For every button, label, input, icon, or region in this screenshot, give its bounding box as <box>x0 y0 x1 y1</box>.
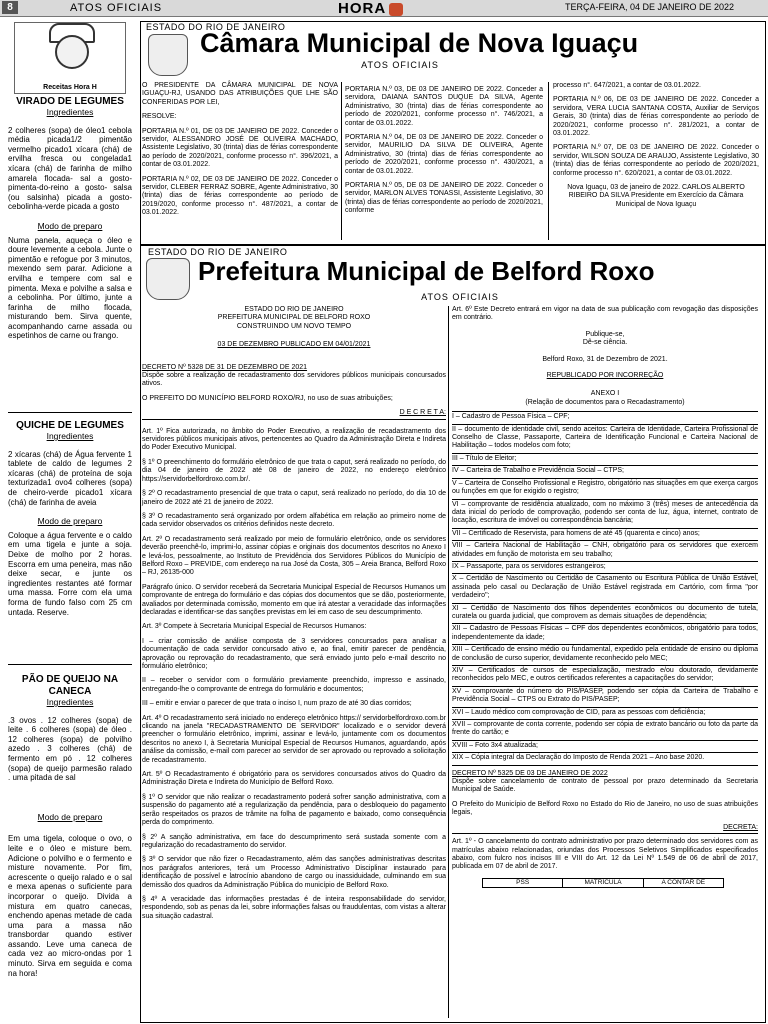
decree-rule <box>142 419 446 420</box>
decree-paragraph: § 2º O recadastramento presencial de que trata o caput, será realizado no período, do dia 10 de janeiro de 2022 até 21 de janeiro de 2022. <box>142 490 446 506</box>
annex-item: IV – Carteira de Trabalho e Previdência Social – CTPS; <box>452 466 758 478</box>
column-divider <box>548 82 549 240</box>
decree-paragraph: Art. 3º Compete à Secretaria Municipal Especial de Recursos Humanos: <box>142 623 367 631</box>
decree2-title: DECRETO Nº 5325 DE 03 DE JANEIRO DE 2022 <box>452 769 608 777</box>
recipe-divider <box>8 412 132 413</box>
publique-line: Dê-se ciência. <box>582 339 628 347</box>
recipe-title: VIRADO DE LEGUMES <box>16 96 124 107</box>
camara-column-2 <box>345 86 543 222</box>
annex-item: III – Título de Eleitor; <box>452 454 758 466</box>
decree-preamble: O PREFEITO DO MUNICÍPIO BELFORD ROXO/RJ, no uso de suas atribuições; <box>142 394 393 402</box>
camara-paragraph: PORTARIA N.º 06, DE 03 DE JANEIRO DE 2022. Conceder a servidora, VERA LUCIA SANTANA COSTA, Auxiliar de Serviços Gerais, 30 (trinta) dias de férias correspondente ao período de 2020/2021, conforme processo n°. 281/2021, a contar de 03.01.2022. <box>553 96 759 138</box>
edition-date: TERÇA-FEIRA, 04 DE JANEIRO DE 2022 <box>565 2 735 12</box>
republicado: REPUBLICADO POR INCORREÇÃO <box>546 372 664 380</box>
ingredients-label: Ingredientes <box>46 107 94 117</box>
annex-item: V – Carteira de Conselho Profissional e Registro, obrigatório nas situações em que exerça cargos ou funções em que for exigido o registro; <box>452 479 758 500</box>
ingredients-label: Ingredientes <box>46 431 94 441</box>
logo-icon <box>389 3 403 16</box>
decree-paragraph: § 2º A sanção administrativa, em face do descumprimento será sustada somente com a regularização do recadastramento do servidor. <box>142 833 446 849</box>
prep-label: Modo de preparo <box>37 220 103 231</box>
chef-face-icon <box>55 35 89 69</box>
annex-item: XI – Certidão de Nascimento dos filhos dependentes econômicos ou documento de tutela, curatela ou guarda judicial, que comprovem as demais situações de dependência; <box>452 604 758 625</box>
decree2-preamble: O Prefeito do Município de Belford Roxo no Estado do Rio de Janeiro, no uso de suas atribuições legais, <box>452 800 758 817</box>
camara-paragraph: PORTARIA N.º 03, DE 03 DE JANEIRO DE 2022. Conceder a servidora, DAIANA SANTOS DUQUE DA SILVA, Agente Administrativo, 30 (trinta) dias de férias correspondente ao período de 2020/2021, conforme processo n°. 746/2021, a contar de 03.01.2022. <box>345 86 543 127</box>
camara-paragraph: O PRESIDENTE DA CÂMARA MUNICIPAL DE NOVA IGUAÇU-RJ, USANDO DAS ATRIBUIÇÕES QUE LHE SÃO CONFERIDAS POR LEI, <box>142 82 338 106</box>
ingredients-label: Ingredientes <box>46 697 94 707</box>
belford-atos: ATOS OFICIAIS <box>421 292 499 302</box>
decree-art6: Art. 6º Este Decreto entrará em vigor na data de sua publicação com revogação das disposições em contrário. <box>452 306 758 322</box>
camara-paragraph: PORTARIA N.º 02, DE 03 DE JANEIRO DE 2022. Conceder o servidor, CLEBER FERRAZ SOBRE, Agente Administrativo, 30 (trinta) dias de férias correspondente ao período de 2019/2020, conforme processo n°. 487/2021, a contar de 03.01.2022. <box>142 175 338 217</box>
camara-atos: ATOS OFICIAIS <box>361 60 439 70</box>
logo-text: HORA <box>338 0 387 17</box>
newspaper-logo <box>338 0 403 17</box>
decree-paragraph: § 1º O preenchimento do formulário eletrônico de que trata o caput, será realizado no período, do dia 04 de janeiro de 2022 até 08 de janeiro de 2022, no endereço eletrônico https://servidorbelfordroxo.com.br/. <box>142 458 446 483</box>
ingredients-text: 2 colheres (sopa) de óleo1 cebola média picada1/2 pimentão vermelho picado1 xícara (chá) de ervilha fresca ou congelada1 xícara (chá) de farinha de milho amarela flocada- sal a gosto- pimenta-do-reino a gosto- salsa (ou salsinha) picada a gosto- cebolinha-verde picada a gosto <box>8 125 132 212</box>
prep-label: Modo de preparo <box>37 516 103 527</box>
annex-item: IX – Passaporte, para os servidores estrangeiros; <box>452 562 758 574</box>
annex-item: X – Certidão de Nascimento ou Certidão de Casamento ou Escritura Pública de União Estável, assinada pelo casal ou Declaração de União Estável registrada em Cartório, com firma "por verdadeiro"; <box>452 574 758 603</box>
decree-paragraph: § 4º A veracidade das informações prestadas é de inteira responsabilidade do servidor, respondendo, sob as penas da lei, sobre informações falsas ou fraudulentas, com vistas a alterar sua situação cadastral. <box>142 895 446 920</box>
annex-item: VI – comprovante de residência atualizado, com no máximo 3 (três) meses de antecedência da data inicial do período de comprovação, podendo ser conta de luz, água, internet, contrato de locação, escritura de imóvel ou correspondência bancária; <box>452 500 758 529</box>
camara-signature: Nova Iguaçu, 03 de janeiro de 2022. CARLOS ALBERTO RIBEIRO DA SILVA Presidente em Exercício da Câmara Municipal de Nova Iguaçu <box>567 184 745 208</box>
camara-column-1 <box>142 82 338 224</box>
decree2-subject: Dispõe sobre cancelamento de contrato de pessoal por prazo determinado da Secretaria Municipal de Saúde. <box>452 778 758 794</box>
table-header-cell: MATRÍCULA <box>563 879 643 887</box>
camara-paragraph: PORTARIA N.º 01, DE 03 DE JANEIRO DE 2022. Conceder o servidor, ALESSANDRO JOSÉ DE OLIVEIRA MACHADO, Assistente Legislativo, 30 (trinta) dias de férias correspondente ao período de 2020/2021, conforme processo n°. 396/2021, a contar de 03.01.2022. <box>142 127 338 169</box>
annex-item: VII – Certificado de Reservista, para homens de até 45 (quarenta e cinco) anos; <box>452 529 758 541</box>
camara-paragraph: PORTARIA N.º 04, DE 03 DE JANEIRO DE 2022. Conceder o servidor, MAURILIO DA SILVA DE OLIVEIRA, Agente Administrativo, 30 (trinta) dias de férias correspondente ao período de 2020/2021, conforme processo n°. 430/2021, a contar de 03.01.2022. <box>345 134 543 175</box>
decree2-article: Art. 1º - O cancelamento do contrato administrativo por prazo determinado dos servidores com as matrículas abaixo relacionadas, oriundas dos Processos Seletivos Simplificados especificados abaixo, com fulcro nos incisos III e VIII do Art. 12 da Lei Nº 1.549 de 06 de abril de 2017, publicada em 07 de abril de 2017. <box>452 838 758 871</box>
decree-header-line: PREFEITURA MUNICIPAL DE BELFORD ROXO <box>217 314 371 322</box>
decree-header <box>142 306 446 331</box>
annex-title: ANEXO I <box>590 390 620 398</box>
decree-date: 03 DE DEZEMBRO PUBLICADO EM 04/01/2021 <box>217 341 371 349</box>
annex-item: XIII – Certificado de ensino médio ou fundamental, expedido pela entidade de ensino ou diploma de conclusão de curso superior, devidamente reconhecido pelo MEC; <box>452 645 758 666</box>
camara-column-3 <box>553 82 759 215</box>
camara-paragraph: PORTARIA N.º 07, DE 03 DE JANEIRO DE 2022. Conceder o servidor, WILSON SOUZA DE ARAUJO, Assistente Legislativo, 30 (trinta) dias de férias correspondente ao período de 2020/2021, conforme processo n°. 620/2021, a contar de 03.01.2022. <box>553 144 759 177</box>
annex-list <box>452 412 758 765</box>
decree-paragraph: Parágrafo único. O servidor receberá da Secretaria Municipal Especial de Recursos Humanos um comprovante de entrega do formulário e das cópias dos documentos que se dão, posteriormente, avaliados por determinada comissão, momento em que irá atestar a veracidade das informações declaradas e identificar-se das sanções previstas em lei em caso de seu descumprimento. <box>142 583 446 616</box>
section-title: ATOS OFICIAIS <box>70 2 163 14</box>
page-number: 8 <box>2 1 18 14</box>
annex-item: I – Cadastro de Pessoa Física – CPF; <box>452 412 758 424</box>
annex-item: XII – Cadastro de Pessoas Físicas – CPF dos dependentes econômicos, obrigatório para todos, independentemente da idade; <box>452 624 758 645</box>
recipe-divider <box>8 664 132 665</box>
decree-paragraph: II – receber o servidor com o formulário previamente preenchido, impresso e assinado, entregando-lhe o comprovante de entrega do formulário e documentos; <box>142 677 446 693</box>
camara-paragraph: RESOLVE: <box>142 113 177 121</box>
decree-place-date: Belford Roxo, 31 de Dezembro de 2021. <box>542 355 668 363</box>
recipe-3 <box>8 674 132 978</box>
annex-item: XVI – Laudo médico com comprovação de CID, para as pessoas com deficiência; <box>452 708 758 720</box>
decree2-table-header <box>482 878 724 888</box>
camara-paragraph: PORTARIA N.º 05, DE 03 DE JANEIRO DE 2022. Conceder o servidor, MARLON ALVES TONASSI, Assistente Legislativo, 30 (trinta) dias de férias correspondente ao período de 2020/2021, conforme <box>345 182 543 215</box>
belford-right-column <box>452 306 758 888</box>
annex-item: XIV – Certificados de cursos de especialização, mestrado e/ou doutorado, devidamente reconhecidos pelo MEC, e outros certificados referentes a capacitações do servidor; <box>452 666 758 687</box>
decree-paragraph: § 3º O servidor que não fizer o Recadastramento, além das sanções administrativas descritas nos parágrafos anteriores, terá um Processo Administrativo Disciplinar instaurado para identificação de possível e latrocínio abandono de cargo ou inassiduidade, culminando em sua demissão dos quadros da Administração Pública do município de Belford Roxo. <box>142 856 446 889</box>
annex-subtitle: (Relação de documentos para o Recadastramento) <box>525 398 685 406</box>
decree2-decreta: DECRETA: <box>723 823 758 831</box>
camara-paragraph: processo n°. 647/2021, a contar de 03.01.2022. <box>553 82 701 89</box>
column-divider <box>448 306 449 1018</box>
prep-text: Numa panela, aqueça o óleo e doure levemente a cebola. Junte o pimentão e refogue por 3 minutos, mexendo sem parar. Adicione a ervilha e tempere com sal e pimenta. Mexa e polvilhe a salsa e a cebolinha. Por último, junte a farinha de milho flocada, misturando bem. Sirva quente, acompanhando carne assada ou espetinhos de carne ou frango. <box>8 235 132 341</box>
decree-paragraph: I – criar comissão de análise composta de 3 servidores concursados para analisar a documentação de cada servidor concursado ativo e, ao final, emitir parecer de pendência, aprovação ou reprovação do recadastramento, que será enviado junto pelo e-mail descrito no formulário eletrônico; <box>142 637 446 670</box>
recipe-2 <box>8 420 132 617</box>
annex-item: XIX – Cópia integral da Declaração do Imposto de Renda 2021 – Ano base 2020. <box>452 753 758 765</box>
decree-decreta: D E C R E T A: <box>399 409 446 417</box>
recipe-title: PÃO DE QUEIJO NA CANECA <box>21 674 119 697</box>
publique <box>452 331 758 348</box>
annex-item: XVIII – Foto 3x4 atualizada; <box>452 741 758 753</box>
recipe-1 <box>8 96 132 341</box>
belford-crest-icon <box>146 258 190 300</box>
publique-line: Publique-se, <box>585 330 625 338</box>
nova-iguacu-crest-icon <box>148 34 188 76</box>
belford-left-column <box>142 306 446 927</box>
annex-item: XVII – comprovante de conta corrente, podendo ser cópia de extrato bancário ou foto da parte da frente do cartão; e <box>452 720 758 741</box>
annex-item: II – documento de identidade civil, sendo aceitos: Carteira de Identidade, Carteira Profissional de Conselho de Classe, Passaporte, Carteira de Identificação Funcional e Carteira Nacional de Habilitação – todos modelos com foto; <box>452 425 758 454</box>
table-header-cell: PSS <box>483 879 563 887</box>
prep-label: Modo de preparo <box>37 811 103 822</box>
decree-header-line: CONSTRUINDO UM NOVO TEMPO <box>236 322 352 330</box>
camara-estado: ESTADO DO RIO DE JANEIRO <box>146 22 286 32</box>
decree-paragraph: Art. 1º Fica autorizada, no âmbito do Poder Executivo, a realização de recadastramento dos servidores públicos municipais ativos, pertencentes ao Quadro da Administração Direta e Indireta do Poder Executivo Municipal. <box>142 427 446 452</box>
ingredients-text: .3 ovos . 12 colheres (sopa) de leite . 6 colheres (sopa) de óleo . 12 colheres (sopa) de polvilho azedo . 3 colheres (chá) de fermento em pó . 12 colheres (sopa) de queijo parmesão ralado . uma pitada de sal <box>8 715 132 783</box>
table-header-cell: A CONTAR DE <box>661 878 706 886</box>
prep-text: Em uma tigela, coloque o ovo, o leite e o óleo e misture bem. Adicione o polvilho e o fermento e misture novamente. Por fim, acrescente o queijo ralado e o sal e mexa apenas o suficiente para incorporar o queijo. Divida a mistura em quatro canecas, enchendo apenas metade de cada uma para a massa não transbordar quando estiver assando. Leve uma caneca de cada vez ao micro-ondas por 1 minuto. Sirva em seguida e coma na hora! <box>8 834 132 978</box>
decree-header-line: ESTADO DO RIO DE JANEIRO <box>244 306 344 313</box>
decree2-rule <box>452 833 758 834</box>
annex-item: VIII – Carteira Nacional de Habilitação – CNH, obrigatório para os servidores que exercem atividades em função de motorista em seu trabalho; <box>452 541 758 562</box>
column-divider <box>341 82 342 240</box>
belford-title: Prefeitura Municipal de Belford Roxo <box>198 256 655 286</box>
prep-text: Coloque a água fervente e o caldo em uma tigela e junte a soja. Deixe de molho por 2 horas. Escorra em uma peneira, mas não deixe secar, e junte os ingredientes restantes até formar uma massa. Forre com ela uma forma de fundo falso com 25 cm untada. Reserve. <box>8 530 132 617</box>
camara-title: Câmara Municipal de Nova Iguaçu <box>200 28 639 58</box>
decree-paragraph: Art. 4º O recadastramento será iniciado no endereço eletrônico https:// servidorbelfordroxo.com.br clicando na janela "RECADASTRAMENTO DE SERVIDOR" localizado e o servidor deverá preencher o formulário eletrônico, imprimi, assinar e levá-lo, juntamente com os documentos descritos no anexo I, à Secretaria Municipal Especial de Recursos Humanos, aguardando, após análise da comissão, e-mail com parecer ao servidor de ser aprovado ou reprovado a solicitação de recadastramento. <box>142 714 446 764</box>
belford-estado: ESTADO DO RIO DE JANEIRO <box>148 247 288 257</box>
decree-subject: Dispõe sobre a realização de recadastramento dos servidores públicos municipais concursados ativos. <box>142 372 446 388</box>
recipe-title: QUICHE DE LEGUMES <box>16 420 124 431</box>
annex-item: XV – comprovante do número do PIS/PASEP, podendo ser cópia da Carteira de Trabalho e Previdência Social – CTPS ou Extrato do PIS/PASEP; <box>452 687 758 708</box>
decree-title: DECRETO Nº 5328 DE 31 DE DEZEMBRO DE 2021 <box>142 363 308 371</box>
badge-caption: Receitas Hora H <box>43 84 97 91</box>
decree-paragraph: III – emitir e enviar o parecer de que trata o inciso I, num prazo de até 30 dias corridos; <box>142 700 412 708</box>
decree-paragraph: Art. 2º O recadastramento será realizado por meio de formulário eletrônico, onde os servidores deverão preenchê-lo, imprimi-lo, assinar cópias e originais dos documentos descritos no Anexo I e levá-los, pessoalmente, ao Instituto de Previdência dos Servidores Públicos do Município de Belford Roxo – PREVIDE, com endereço na rua José da Costa, 305 – Areia Branca, Belford Roxo – RJ, 26135-000 <box>142 535 446 577</box>
decree-paragraph: § 1º O servidor que não realizar o recadastramento poderá sofrer sanção administrativa, com a suspensão do pagamento até a regularização da pendência, para o desbloqueio do pagamento serão respeitados os prazos de trâmite na folha de pagamento e baixado, como consequência perda do comprimento. <box>142 793 446 827</box>
decree-body <box>142 428 446 922</box>
decree-paragraph: Art. 5º O Recadastramento é obrigatório para os servidores concursados ativos do Quadro da Administração Direta e Indireta do Município de Belford Roxo. <box>142 771 446 787</box>
decree-paragraph: § 3º O recadastramento será organizado por ordem alfabética em relação ao primeiro nome de cada servidor observados os critérios definidos neste decreto. <box>142 512 446 529</box>
ingredients-text: 2 xícaras (chá) de Água fervente 1 tablete de caldo de legumes 2 xícaras (chá) de proteína de soja texturizada1 ovo4 colheres (sopa) de cheiro-verde picado1 xícara (chá) de farinha de aveia <box>8 449 132 507</box>
chef-badge <box>14 22 126 94</box>
